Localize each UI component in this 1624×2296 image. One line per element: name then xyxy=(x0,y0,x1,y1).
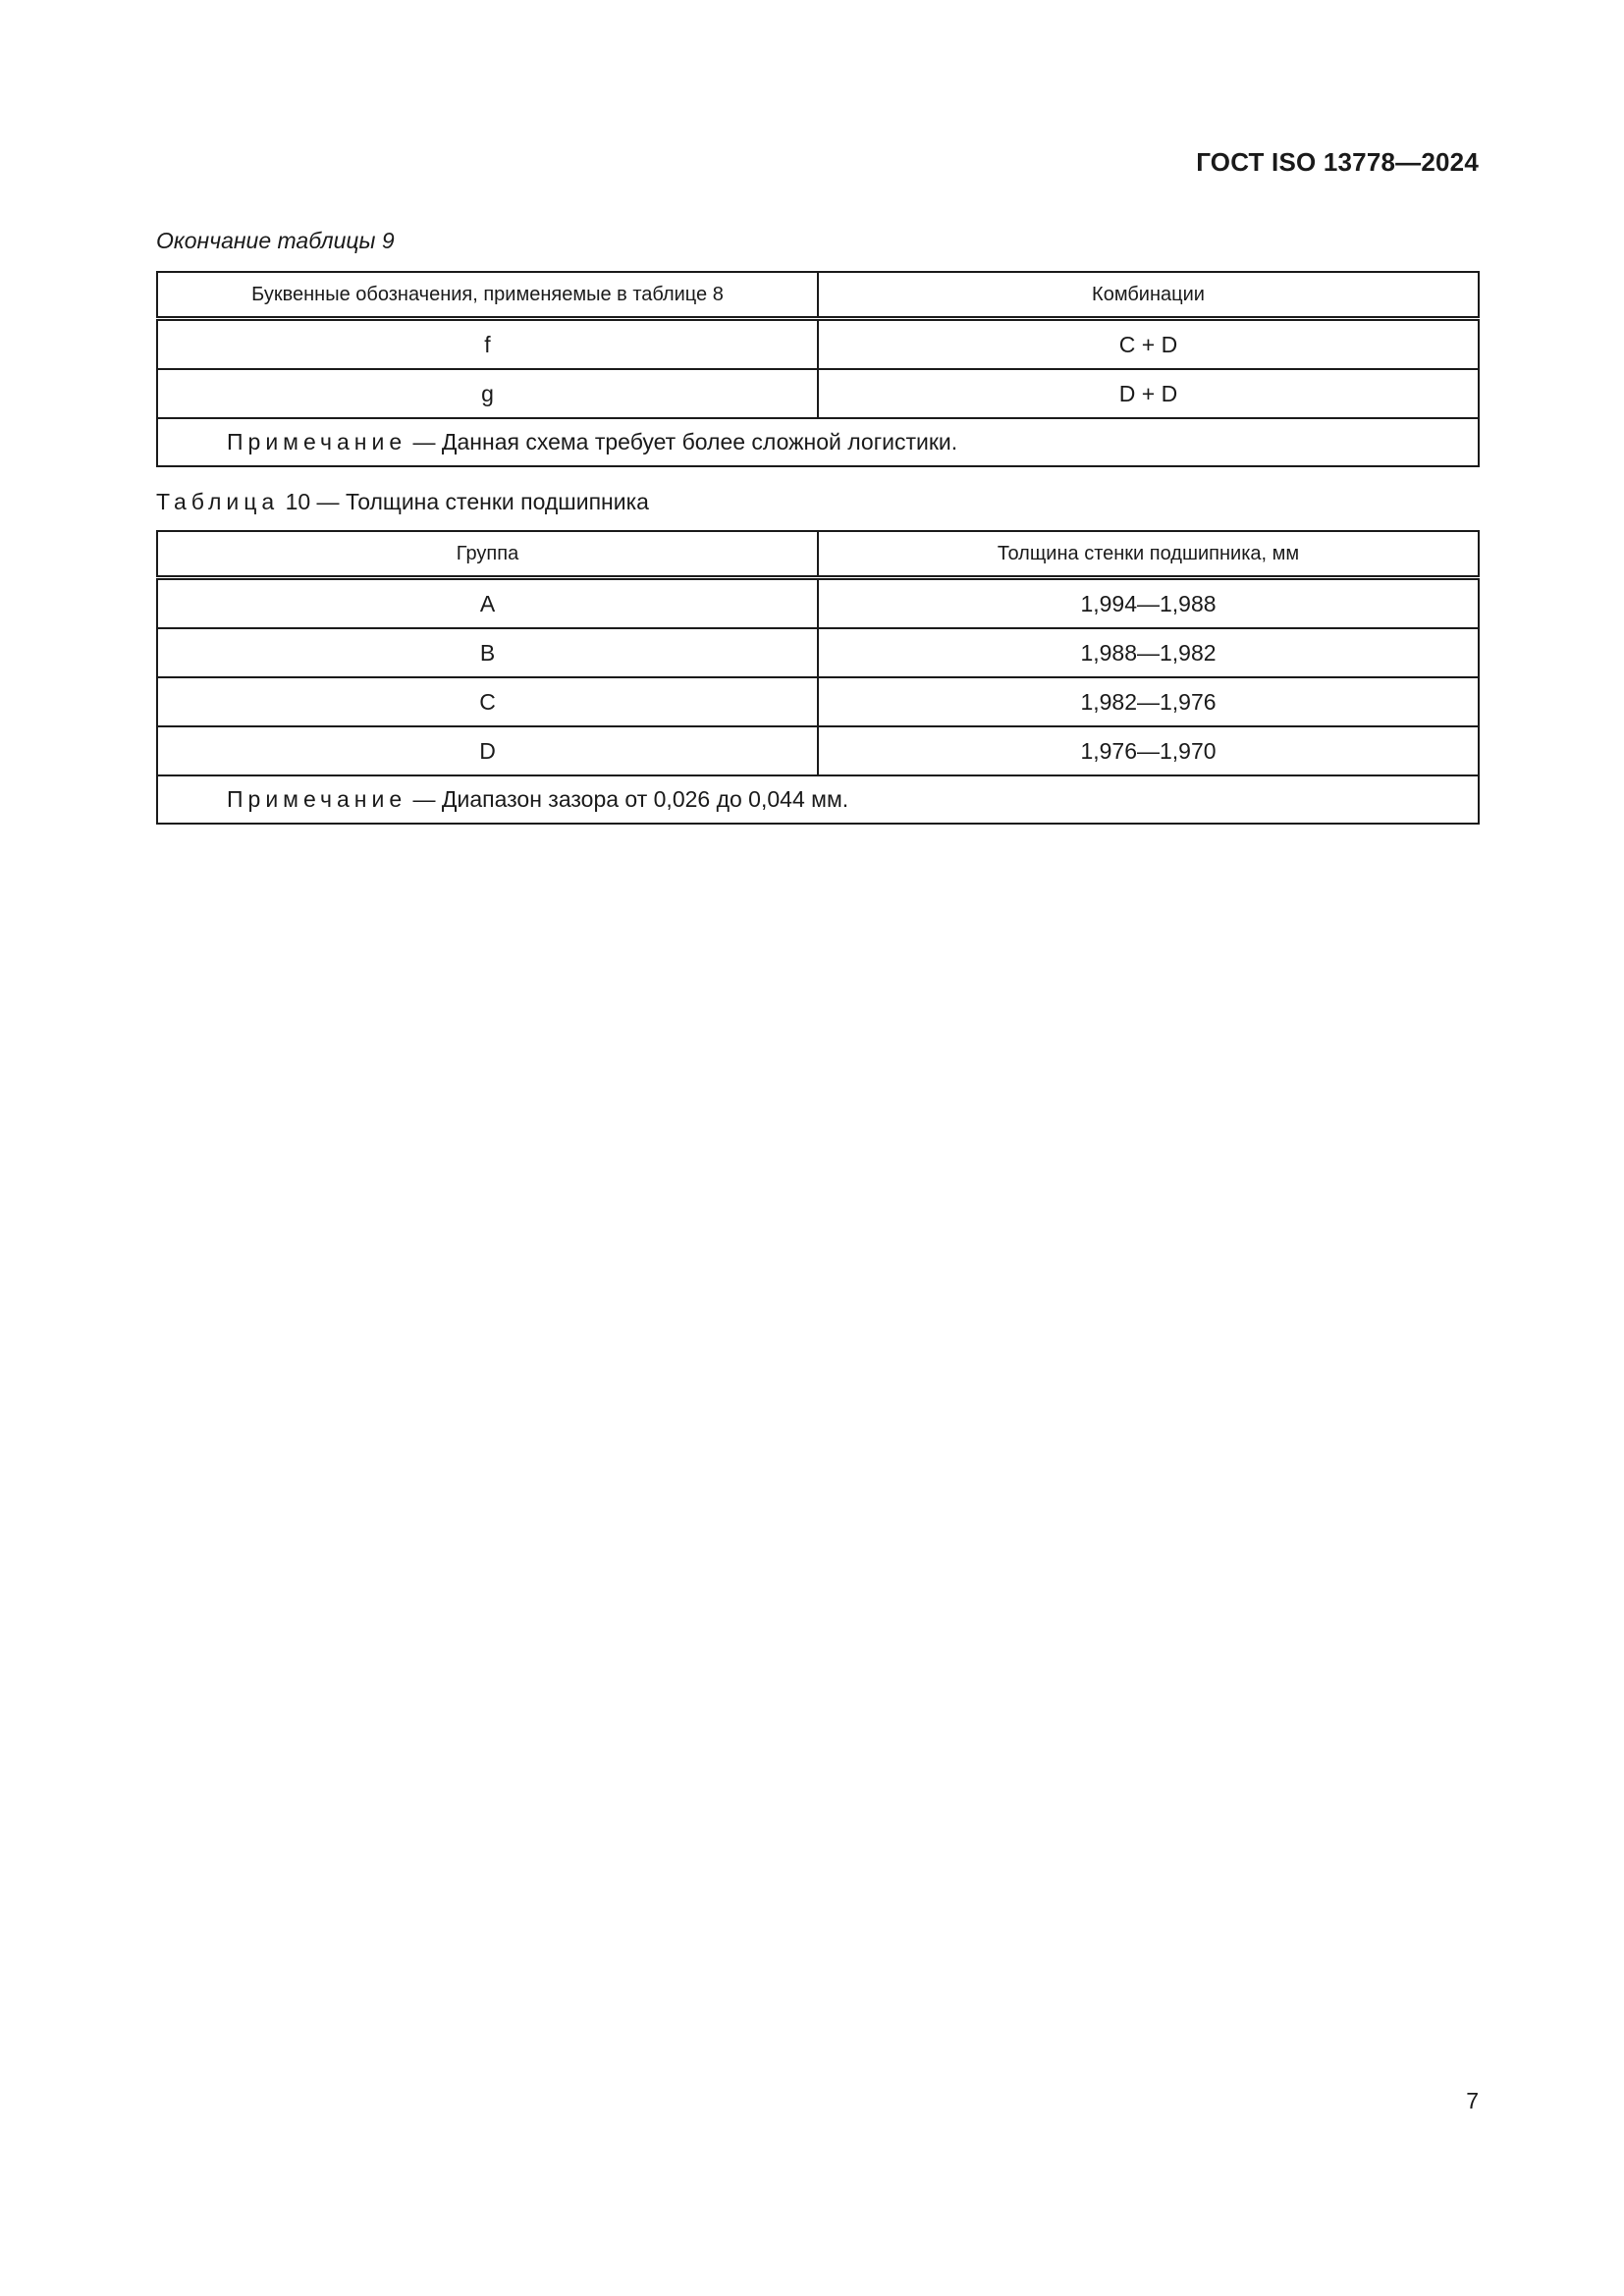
column-header-combinations: Комбинации xyxy=(818,272,1479,319)
caption-label: Таблица xyxy=(156,489,280,514)
table-cell: C xyxy=(157,677,818,726)
table-header-row xyxy=(157,531,1479,578)
column-header-group: Группа xyxy=(157,531,818,578)
table-cell: f xyxy=(157,319,818,370)
table-9-note xyxy=(157,418,1479,466)
note-label: Примечание xyxy=(227,786,407,812)
table-header-row xyxy=(157,272,1479,319)
table-9-continuation-label: Окончание таблицы 9 xyxy=(156,228,395,253)
table-row xyxy=(157,726,1479,775)
table-row xyxy=(157,578,1479,629)
table-cell: 1,994—1,988 xyxy=(818,578,1479,629)
table-cell: C + D xyxy=(818,319,1479,370)
page-number: 7 xyxy=(1466,2088,1479,2113)
column-header-wall-thickness: Толщина стенки подшипника, мм xyxy=(818,531,1479,578)
table-cell: A xyxy=(157,578,818,629)
table-row xyxy=(157,628,1479,677)
table-10 xyxy=(156,530,1480,825)
note-text: — Диапазон зазора от 0,026 до 0,044 мм. xyxy=(406,786,849,812)
table-cell: B xyxy=(157,628,818,677)
table-cell: g xyxy=(157,369,818,418)
table-row xyxy=(157,369,1479,418)
caption-text: 10 — Толщина стенки подшипника xyxy=(279,489,649,514)
table-note-row xyxy=(157,775,1479,824)
table-row xyxy=(157,319,1479,370)
table-cell: 1,988—1,982 xyxy=(818,628,1479,677)
document-code: ГОСТ ISO 13778—2024 xyxy=(1196,147,1479,177)
table-cell: D + D xyxy=(818,369,1479,418)
table-note-row xyxy=(157,418,1479,466)
note-label: Примечание xyxy=(227,429,407,454)
column-header-designations: Буквенные обозначения, применяемые в таблице 8 xyxy=(157,272,818,319)
table-10-caption xyxy=(156,489,649,515)
table-cell: 1,982—1,976 xyxy=(818,677,1479,726)
table-9 xyxy=(156,271,1480,467)
table-row xyxy=(157,677,1479,726)
table-cell: 1,976—1,970 xyxy=(818,726,1479,775)
note-text: — Данная схема требует более сложной логистики. xyxy=(406,429,958,454)
table-10-note xyxy=(157,775,1479,824)
table-cell: D xyxy=(157,726,818,775)
